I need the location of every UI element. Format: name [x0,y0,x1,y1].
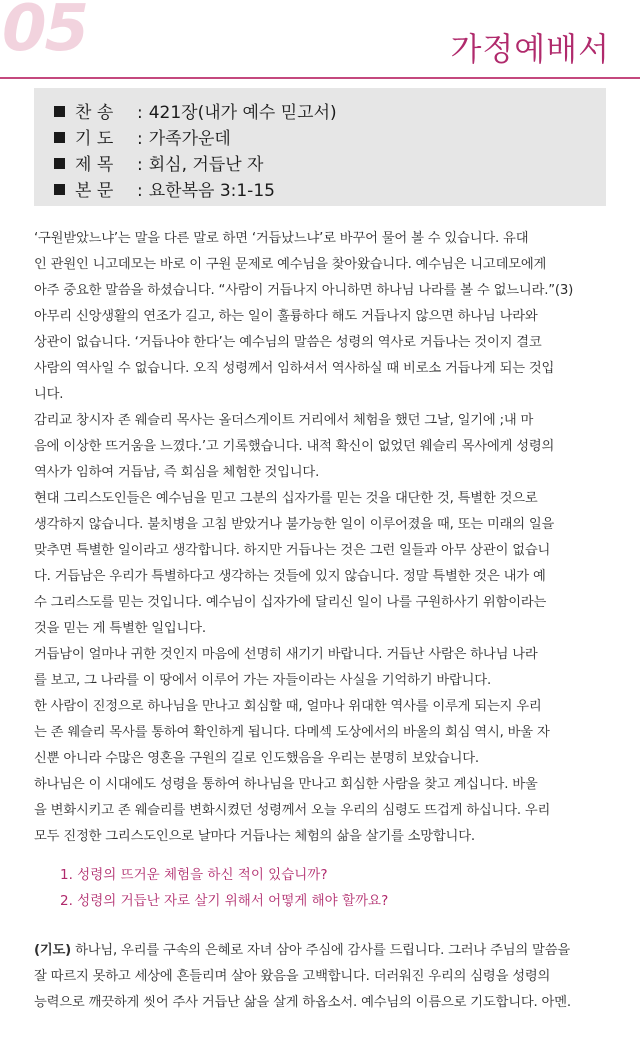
question-item: 2. 성령의 거듭난 자로 살기 위해서 어떻게 해야 할까요? [60,893,389,909]
question-item: 1. 성령의 뜨거운 체험을 하신 적이 있습니까? [60,867,328,883]
info-value: 가족가운데 [148,129,231,149]
prayer-label: (기도) [34,943,72,958]
info-row-title: 제 목 : 회심, 거듭난 자 [54,150,263,175]
info-label: 기 도 [75,129,114,149]
page-number: 05 [2,0,88,66]
info-value: 요한복음 3:1-15 [148,181,275,201]
body-line: 인 관원인 니고데모는 바로 이 구원 문제로 예수님을 찾아왔습니다. 예수님은 니고데모에게 [34,257,547,272]
square-bullet-icon [54,132,65,143]
body-line: 감리교 창시자 존 웨슬리 목사는 올더스게이트 거리에서 체험을 했던 그날, 일기에 ;내 마 [34,413,534,428]
body-line: 사람의 역사일 수 없습니다. 오직 성령께서 임하셔서 역사하실 때 비로소 거듭나게 되는 것입 [34,361,555,376]
body-line: 한 사람이 진정으로 하나님을 만나고 회심할 때, 얼마나 위대한 역사를 이루게 되는지 우리 [34,699,542,714]
body-line: 하나님은 이 시대에도 성령을 통하여 하나님을 만나고 회심한 사람을 찾고 계십니다. 바울 [34,777,538,792]
info-row-prayer: 기 도 : 가족가운데 [54,124,231,149]
body-line: 역사가 임하여 거듭남, 즉 회심을 체험한 것입니다. [34,465,320,480]
heading-divider [0,77,640,79]
body-line: 아무리 신앙생활의 연조가 길고, 하는 일이 훌륭하다 해도 거듭나지 않으면 하나님 나라와 [34,309,538,324]
body-line: 는 존 웨슬리 목사를 통하여 확인하게 됩니다. 다메섹 도상에서의 바울의 회심 역시, 바울 자 [34,725,550,740]
body-line: 수 그리스도를 믿는 것입니다. 예수님이 십자가에 달리신 일이 나를 구원하사기 위함이라는 [34,595,547,610]
square-bullet-icon [54,106,65,117]
body-line: 아주 중요한 말씀을 하셨습니다. “사람이 거듭나지 아니하면 하나님 나라를 볼 수 없느니라.”(3) [34,283,574,298]
prayer-text: 하나님, 우리를 구속의 은혜로 자녀 삼아 주심에 감사를 드립니다. 그러나 주님의 말씀을 [71,943,570,958]
body-line: 거듭남이 얼마나 귀한 것인지 마음에 선명히 새기기 바랍니다. 거듭난 사람은 하나님 나라 [34,647,538,662]
info-value: 회심, 거듭난 자 [148,155,264,175]
info-label: 찬 송 [75,103,114,123]
body-line: 니다. [34,387,64,402]
prayer-line [34,938,606,964]
discussion-questions [60,862,620,914]
prayer-line: 능력으로 깨끗하게 씻어 주사 거듭난 삶을 살게 하옵소서. 예수님의 이름으로 기도합니다. 아멘. [34,995,571,1010]
body-line: 다. 거듭남은 우리가 특별하다고 생각하는 것들에 있지 않습니다. 정말 특별한 것은 내가 예 [34,569,546,584]
square-bullet-icon [54,158,65,169]
body-line: 것을 믿는 게 특별한 일입니다. [34,621,206,636]
info-value: 421장(내가 예수 믿고서) [148,103,337,123]
body-line: 을 변화시키고 존 웨슬리를 변화시켰던 성령께서 오늘 우리의 심령도 뜨겁게 하십니다. 우리 [34,803,551,818]
info-row-hymn: 찬 송 : 421장(내가 예수 믿고서) [54,98,337,123]
prayer-line: 잘 따르지 못하고 세상에 흔들리며 살아 왔음을 고백합니다. 더러워진 우리의 심령을 성령의 [34,969,551,984]
sermon-body [34,226,606,850]
page-title: 가정예배서 [450,30,610,68]
info-label: 본 문 [75,181,114,201]
worship-info-box [34,88,606,206]
body-line: 맞추면 특별한 일이라고 생각합니다. 하지만 거듭나는 것은 그런 일들과 아무 상관이 없습니 [34,543,551,558]
body-line: 를 보고, 그 나라를 이 땅에서 이루어 가는 자들이라는 사실을 기억하기 바랍니다. [34,673,491,688]
closing-prayer [34,938,606,1016]
info-label: 제 목 [75,155,114,175]
body-line: 생각하지 않습니다. 불치병을 고침 받았거나 불가능한 일이 이루어졌을 때, 또는 미래의 일을 [34,517,555,532]
info-row-scripture: 본 문 : 요한복음 3:1-15 [54,176,275,201]
body-line: 상관이 없습니다. ‘거듭나야 한다’는 예수님의 말씀은 성령의 역사로 거듭나는 것이지 결코 [34,335,542,350]
body-line: 신뿐 아니라 수많은 영혼을 구원의 길로 인도했음을 우리는 분명히 보았습니다. [34,751,479,766]
square-bullet-icon [54,184,65,195]
body-line: 현대 그리스도인들은 예수님을 믿고 그분의 십자가를 믿는 것을 대단한 것, 특별한 것으로 [34,491,538,506]
body-line: 모두 진정한 그리스도인으로 날마다 거듭나는 체험의 삶을 살기를 소망합니다. [34,829,475,844]
body-line: ‘구원받았느냐’는 말을 다른 말로 하면 ‘거듭났느냐’로 바꾸어 물어 볼 수 있습니다. 유대 [34,231,529,246]
body-line: 음에 이상한 뜨거움을 느꼈다.’고 기록했습니다. 내적 확신이 없었던 웨슬리 목사에게 성령의 [34,439,555,454]
